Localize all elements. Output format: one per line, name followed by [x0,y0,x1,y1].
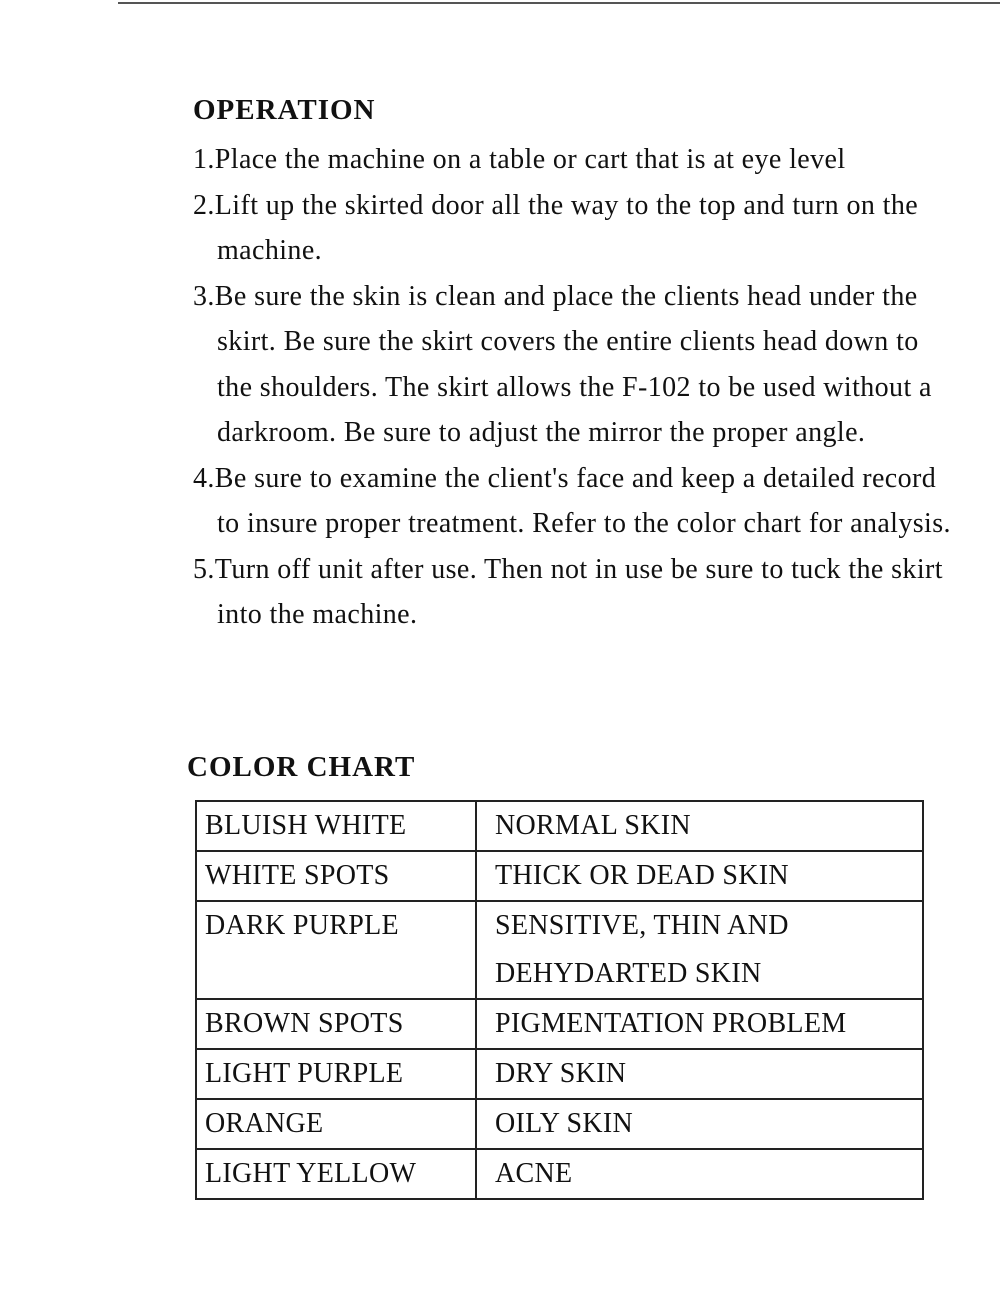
table-row [196,801,923,851]
meaning-cell: PIGMENTATION PROBLEM [476,999,923,1049]
top-rule [118,2,1000,4]
operation-step: 4.Be sure to examine the client's face and keep a detailed record to insure proper treatment. Refer to the color chart for analysis. [193,462,951,539]
meaning-cell: NORMAL SKIN [476,801,923,851]
color-cell: BLUISH WHITE [196,801,476,851]
meaning-cell: ACNE [476,1149,923,1199]
operation-step: 3.Be sure the skin is clean and place the clients head under the skirt. Be sure the skirt covers the entire clients head down to the shoulders. The skirt allows the F-102 to be used without a darkroom. Be sure to adjust the mirror the proper angle. [193,280,932,448]
color-cell: ORANGE [196,1099,476,1149]
table-row [196,1049,923,1099]
color-cell: DARK PURPLE [196,901,476,999]
meaning-cell: DRY SKIN [476,1049,923,1099]
meaning-cell: OILY SKIN [476,1099,923,1149]
table-row [196,999,923,1049]
operation-heading: OPERATION [193,94,376,126]
color-cell: WHITE SPOTS [196,851,476,901]
color-cell: LIGHT YELLOW [196,1149,476,1199]
color-cell: LIGHT PURPLE [196,1049,476,1099]
operation-step: 1.Place the machine on a table or cart that is at eye level [193,144,846,175]
color-chart-heading: COLOR CHART [187,751,416,783]
table-row [196,901,923,999]
table-row [196,851,923,901]
color-cell: BROWN SPOTS [196,999,476,1049]
meaning-cell: THICK OR DEAD SKIN [476,851,923,901]
operation-step: 5.Turn off unit after use. Then not in use be sure to tuck the skirt into the machine. [193,553,943,630]
operation-step: 2.Lift up the skirted door all the way to the top and turn on the machine. [193,189,919,266]
table-row [196,1099,923,1149]
meaning-cell: SENSITIVE, THIN AND DEHYDARTED SKIN [476,901,923,999]
table-row [196,1149,923,1199]
operation-steps [193,137,953,638]
color-chart-table [195,800,924,1200]
